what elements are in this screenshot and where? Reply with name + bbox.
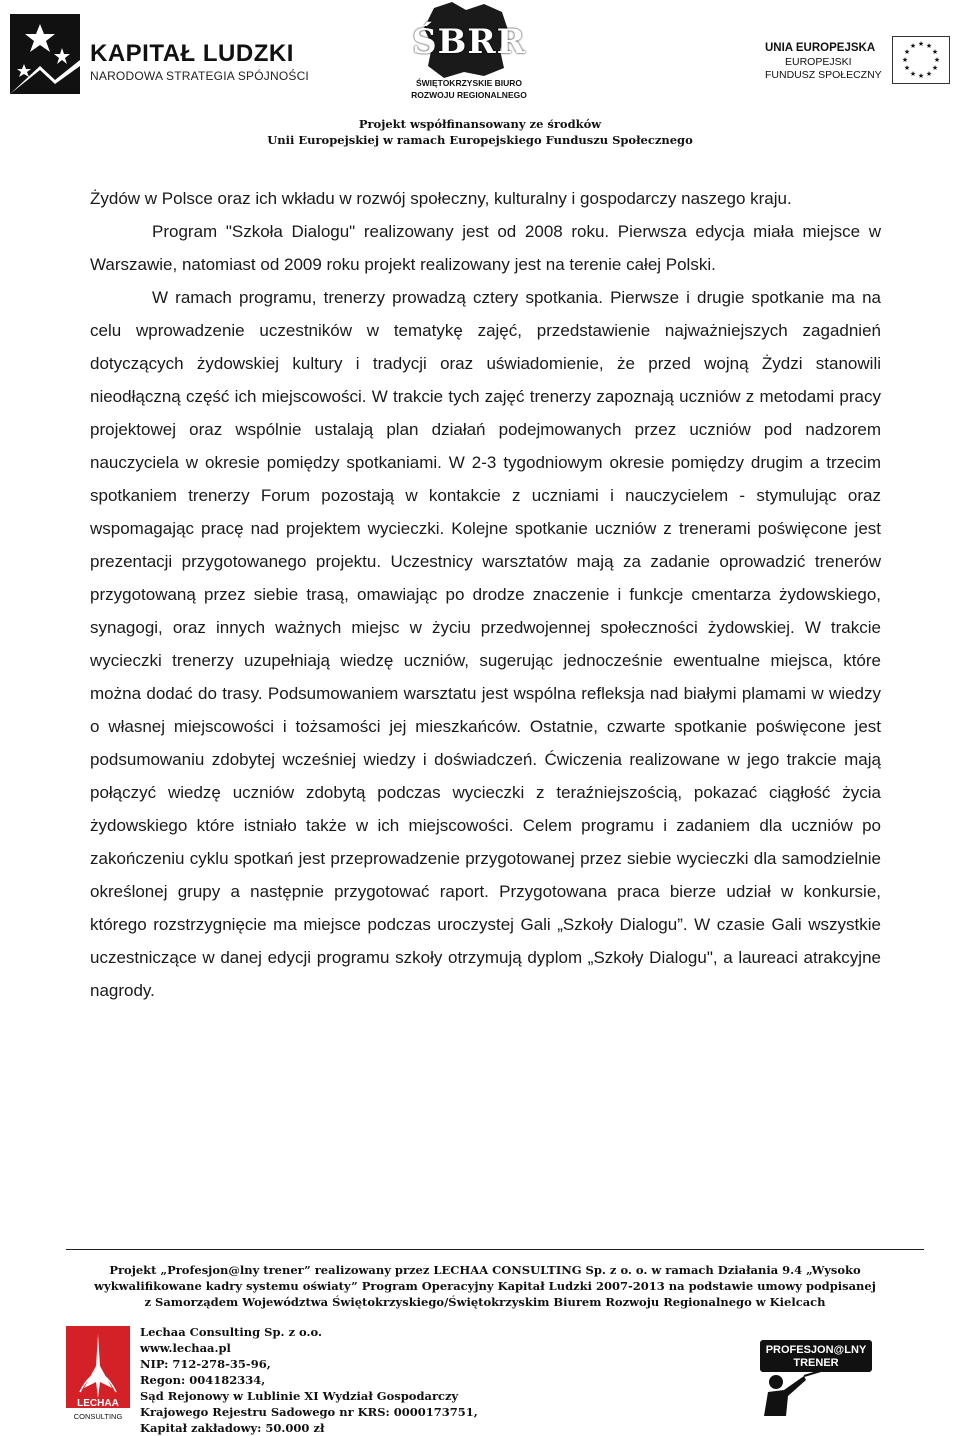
company-court: Sąd Rejonowy w Lublinie XI Wydział Gospodarczy xyxy=(140,1389,459,1403)
prof-logo-line2: TRENER xyxy=(793,1357,839,1369)
svg-text:★: ★ xyxy=(925,42,933,50)
ue-line3: FUNDUSZ SPOŁECZNY xyxy=(765,69,882,81)
company-capital: Kapitał zakładowy: 50.000 zł xyxy=(140,1421,325,1435)
ue-efs-logo xyxy=(760,36,950,96)
page-header xyxy=(0,0,960,160)
footer-project-note xyxy=(90,1262,880,1310)
ue-line2: EUROPEJSKI xyxy=(785,56,852,68)
svg-text:★: ★ xyxy=(931,64,939,72)
kapital-ludzki-logo xyxy=(10,14,309,94)
company-info xyxy=(140,1324,478,1436)
trainer-board-icon xyxy=(742,1336,876,1418)
footer-project-line3: z Samorządem Województwa Świętokrzyskiego/Świętokrzyskim Biurem Rozwoju Regionalnego w Kielcach xyxy=(144,1295,826,1309)
company-nip: NIP: 712-278-35-96, xyxy=(140,1357,271,1371)
lechaa-emblem-icon xyxy=(66,1326,130,1422)
cofinancing-line1: Projekt współfinansowany ze środków xyxy=(358,117,602,131)
svg-text:★: ★ xyxy=(917,72,925,80)
kapital-ludzki-emblem-icon xyxy=(10,14,80,94)
svg-text:★: ★ xyxy=(903,48,911,56)
svg-text:★: ★ xyxy=(933,56,941,64)
svg-text:★: ★ xyxy=(909,70,917,78)
eu-flag-icon xyxy=(892,36,950,84)
cofinancing-note xyxy=(0,116,960,148)
sbrr-line1: ŚWIĘTOKRZYSKIE BIURO xyxy=(415,78,523,88)
company-regon: Regon: 004182334, xyxy=(140,1373,266,1387)
lechaa-logo-text: LECHAA xyxy=(77,1398,119,1409)
profesjonalny-trener-logo xyxy=(742,1336,876,1418)
footer-project-line1: Projekt „Profesjon@lny trener” realizowany przez LECHAA CONSULTING Sp. z o. o. w ramach Działania 9.4 „Wysoko xyxy=(109,1263,861,1277)
svg-text:★: ★ xyxy=(925,70,933,78)
svg-text:★: ★ xyxy=(903,64,911,72)
ue-line1: UNIA EUROPEJSKA xyxy=(765,42,876,54)
paragraph-2: Program "Szkoła Dialogu" realizowany jest od 2008 roku. Pierwsza edycja miała miejsce w Warszawie, natomiast od 2009 roku projekt realizowany jest na terenie całej Polski. xyxy=(90,222,881,274)
svg-text:★: ★ xyxy=(917,40,925,48)
company-krs: Krajowego Rejestru Sadowego nr KRS: 0000173751, xyxy=(140,1405,478,1419)
kapital-ludzki-title: KAPITAŁ LUDZKI xyxy=(90,40,294,67)
paragraph-3: W ramach programu, trenerzy prowadzą cztery spotkania. Pierwsze i drugie spotkanie ma na celu wprowadzenie uczestników w tematykę zajęć, przedstawienie najważniejszych zagadnień dotyczących żydowskiej kultury i tradycji oraz uświadomienie, że przed wojną Żydzi stanowili nieodłączną część ich miejscowości. W trakcie tych zajęć trenerzy zapoznają uczniów z metodami pracy projektowej oraz wspólnie ustalają plan działań podejmowanych przez uczniów pod nadzorem nauczyciela w okresie pomiędzy spotkaniami. W 2-3 tygodniowym okresie pomiędzy drugim a trzecim spotkaniem trenerzy Forum pozostają w kontakcie z uczniami i nauczycielem - stymulując oraz wspomagając pracę nad projektem wycieczki. Kolejne spotkanie uczniów z trenerami poświęcone jest prezentacji przygotowanego projektu. Uczestnicy warsztatów mają za zadanie oprowadzić trenerów przygotowaną przez siebie trasą, omawiając po drodze znaczenie i funkcje cmentarza żydowskiego, synagogi, oraz innych ważnych miejsc w życiu przedwojennej społeczności żydowskiej. W trakcie wycieczki trenerzy uzupełniają wiedzę uczniów, sugerując jednocześnie ewentualne miejsca, które można dodać do trasy. Podsumowaniem warsztatu jest wspólna refleksja nad białymi plamami w wiedzy o własnej miejscowości i tożsamości jej mieszkańców. Ostatnie, czwarte spotkanie poświęcone jest podsumowaniu zdobytej wcześniej wiedzy i doświadczeń. Ćwiczenia realizowane w jego trakcie mają połączyć wiedzę uczniów zdobytą podczas wycieczki z teraźniejszością, pokazać ciągłość życia żydowskiego które istniało także w ich miejscowości. Celem programu i zadaniem dla uczniów po zakończeniu cyklu spotkań jest przeprowadzenie przygotowanej przez siebie wycieczki dla samodzielnie określonej grupy a następnie przygotować raport. Przygotowana praca bierze udział w konkursie, którego rozstrzygnięcie ma miejsce podczas uroczystej Gali „Szkoły Dialogu”. W czasie Gali wszystkie uczestniczące w danej edycji programu szkoły otrzymują dyplom „Szkoły Dialogu", a laureaci atrakcyjne nagrody. xyxy=(90,288,881,1000)
footer-divider xyxy=(66,1249,924,1250)
svg-text:★: ★ xyxy=(909,42,917,50)
svg-text:★: ★ xyxy=(931,48,939,56)
kapital-ludzki-subtitle: NARODOWA STRATEGIA SPÓJNOŚCI xyxy=(90,69,309,83)
prof-logo-line1: PROFESJON@LNY xyxy=(765,1344,867,1356)
sbrr-acronym: ŚBRR xyxy=(412,22,526,62)
svg-text:★: ★ xyxy=(901,56,909,64)
sbrr-line2: ROZWOJU REGIONALNEGO xyxy=(411,90,527,100)
lechaa-logo xyxy=(66,1326,130,1422)
paragraph-1: Żydów w Polsce oraz ich wkładu w rozwój społeczny, kulturalny i gospodarczy naszego kraju. xyxy=(90,189,792,208)
sbrr-logo xyxy=(404,0,534,112)
lechaa-logo-subtext: CONSULTING xyxy=(73,1412,123,1421)
company-name: Lechaa Consulting Sp. z o.o. xyxy=(140,1325,322,1339)
footer-project-line2: wykwalifikowane kadry systemu oświaty” Program Operacyjny Kapitał Ludzki 2007-2013 na podstawie umowy podpisanej xyxy=(94,1279,876,1293)
company-www: www.lechaa.pl xyxy=(140,1341,231,1355)
cofinancing-line2: Unii Europejskiej w ramach Europejskiego Funduszu Społecznego xyxy=(267,133,693,147)
document-body xyxy=(90,182,881,1007)
